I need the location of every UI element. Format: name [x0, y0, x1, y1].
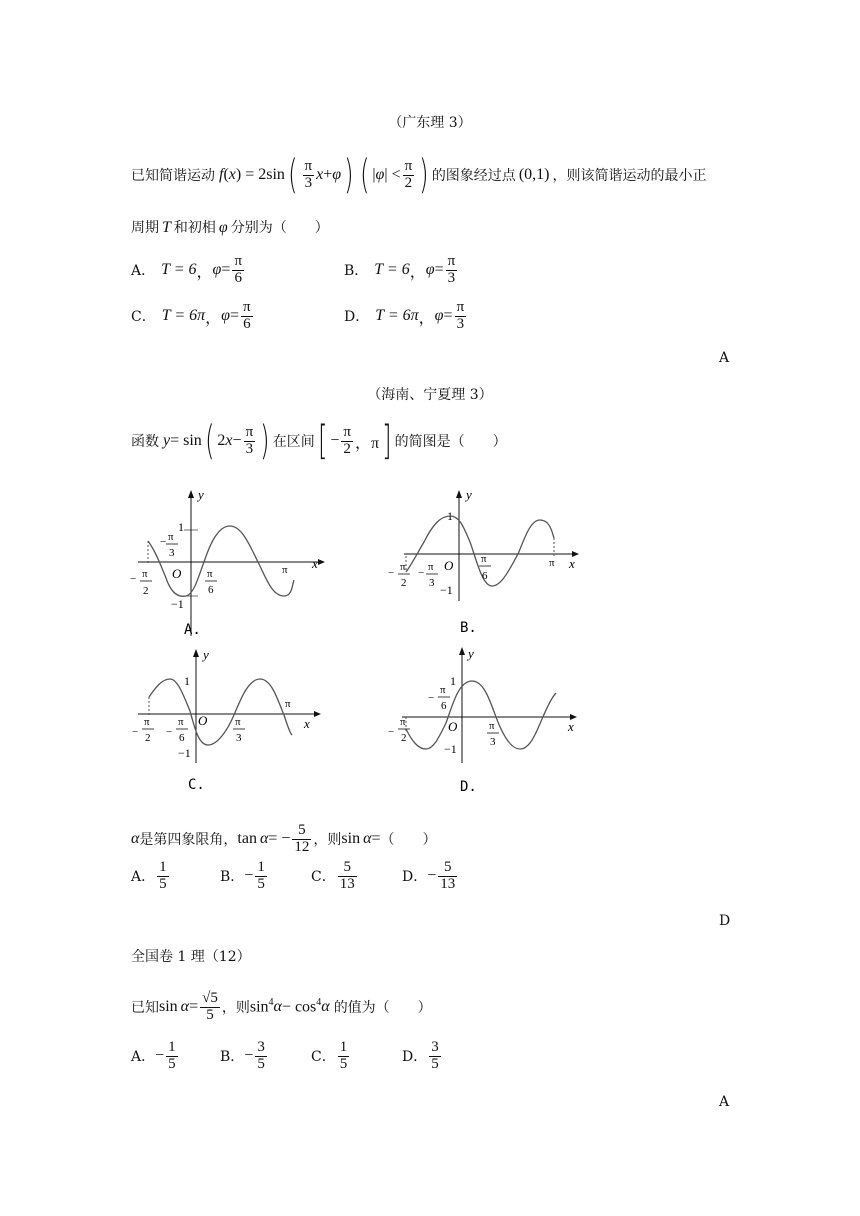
q4-stem-b: ，则 — [221, 1000, 250, 1016]
q3-option-a: A． $\frac{1}{5}$ — [131, 859, 167, 892]
svg-text:π: π — [481, 553, 487, 565]
q1-stem-c: ，则该简谐运动的最小正 — [552, 168, 707, 184]
svg-text:2: 2 — [143, 585, 149, 597]
svg-text:π: π — [144, 716, 150, 728]
graph-b — [384, 486, 584, 641]
svg-text:−: − — [166, 726, 173, 738]
svg-text:π: π — [178, 716, 184, 728]
q1-stem-line2-b: 和初相 — [173, 220, 216, 236]
svg-text:x: x — [569, 556, 575, 571]
svg-text:6: 6 — [482, 570, 488, 582]
svg-text:π: π — [168, 531, 174, 543]
q4-answer: A — [719, 1094, 730, 1110]
svg-text:−: − — [132, 726, 139, 738]
svg-text:−: − — [418, 567, 425, 579]
svg-text:π: π — [400, 716, 406, 728]
svg-text:π: π — [489, 720, 495, 732]
svg-text:1: 1 — [184, 674, 190, 688]
q2-source: （海南、宁夏理 3） — [367, 387, 493, 403]
svg-text:π: π — [142, 568, 148, 580]
q1-answer: A — [719, 350, 730, 366]
svg-text:−1: −1 — [178, 746, 191, 760]
graph-c — [128, 645, 328, 797]
svg-text:1: 1 — [450, 674, 456, 688]
svg-text:y: y — [468, 646, 474, 661]
q4-option-a: A． − $\frac{1}{5}$ — [131, 1039, 176, 1072]
q1-source: （广东理 3） — [388, 115, 472, 131]
svg-text:x: x — [568, 719, 574, 734]
q4-option-d: D． $\frac{3}{5}$ — [402, 1039, 439, 1072]
svg-text:π: π — [400, 561, 406, 573]
q1-stem-line1: 已知简谐运动 f ( x ) = 2sin ( $\frac{\pi}{3}$ x + φ ) ( | φ | < $\frac{\pi}{2}$ ) 的图象经过点 (0,1) ，则该简谐运动的最小正 — [131, 152, 707, 198]
q3-stem-c: （ ） — [380, 832, 437, 848]
q1-option-c: C． T = 6π ， φ = $\frac{\pi}{6}$ — [131, 299, 251, 332]
q3-option-c: C． $\frac{5}{13}$ — [311, 859, 355, 892]
svg-text:π: π — [207, 568, 213, 580]
q1-stem-line2-a: 周期 — [131, 220, 159, 236]
svg-text:3: 3 — [429, 577, 435, 589]
svg-text:O: O — [444, 558, 454, 573]
svg-text:−: − — [428, 692, 435, 704]
q4-stem-c: 的值为（ ） — [333, 1000, 432, 1016]
q2-stem-b: 在区间 — [272, 434, 315, 450]
q2-stem-c: 的简图是（ ） — [394, 434, 507, 450]
svg-text:π: π — [428, 561, 434, 573]
graph-a — [128, 486, 328, 641]
q3-option-d: D． − $\frac{5}{13}$ — [402, 859, 456, 892]
svg-text:3: 3 — [236, 732, 242, 744]
svg-text:1: 1 — [447, 509, 453, 523]
svg-text:y: y — [198, 487, 204, 502]
q1-option-b: B． T = 6 ， φ = $\frac{\pi}{3}$ — [344, 253, 456, 286]
svg-text:−1: −1 — [444, 742, 457, 756]
q4-option-b: B． − $\frac{3}{5}$ — [220, 1039, 265, 1072]
q4-stem-a: 已知 — [131, 1000, 159, 1016]
svg-text:y: y — [466, 487, 472, 502]
svg-text:x: x — [312, 556, 318, 571]
svg-text:3: 3 — [490, 736, 496, 748]
q4-stem: 已知 sin α = $\frac{√5}{5}$ ，则 $\sin^4$ α − $\cos^4$ α 的值为（ ） — [131, 989, 432, 1023]
svg-text:2: 2 — [401, 732, 407, 744]
q1-stem-a: 已知简谐运动 — [131, 168, 215, 184]
svg-text:π: π — [235, 716, 241, 728]
svg-text:2: 2 — [145, 732, 151, 744]
q3-stem-a: 是第四象限角， — [139, 832, 238, 848]
svg-text:π: π — [549, 557, 555, 569]
q3-stem: α 是第四象限角， tan α = − $\frac{5}{12}$ ，则 sin α = （ ） — [131, 821, 437, 855]
graph-d-caption: D. — [460, 779, 477, 795]
q1-option-d: D． T = 6π ， φ = $\frac{\pi}{3}$ — [344, 299, 465, 332]
q1-stem-line2: 周期 T 和初相 φ 分别为（ ） — [131, 219, 329, 236]
svg-text:6: 6 — [179, 732, 185, 744]
q1-stem-b: 的图象经过点 — [431, 168, 516, 184]
svg-text:O: O — [198, 713, 208, 728]
svg-text:−1: −1 — [440, 583, 453, 597]
q2-stem-a: 函数 — [131, 434, 159, 450]
svg-text:O: O — [172, 566, 182, 581]
svg-text:2: 2 — [401, 577, 407, 589]
graph-c-caption: C. — [188, 777, 205, 793]
q3-stem-b: ，则 — [313, 832, 342, 848]
q1-point: (0,1) — [518, 166, 550, 183]
q4-source: 全国卷 1 理（12） — [131, 949, 251, 965]
svg-text:3: 3 — [169, 547, 175, 559]
svg-text:6: 6 — [208, 584, 214, 596]
svg-text:π: π — [282, 564, 288, 576]
q1-stem-line2-c: 分别为（ ） — [230, 220, 329, 236]
svg-text:1: 1 — [178, 520, 184, 534]
svg-text:x: x — [304, 716, 310, 731]
svg-text:−: − — [388, 726, 395, 738]
svg-text:−: − — [130, 573, 137, 585]
svg-text:−: − — [160, 536, 167, 548]
svg-text:−: − — [388, 567, 395, 579]
graph-a-caption: A. — [184, 622, 201, 638]
q3-option-b: B． − $\frac{1}{5}$ — [220, 859, 265, 892]
svg-text:O: O — [448, 719, 458, 734]
q2-stem: 函数 y = sin ( 2 x − $\frac{\pi}{3}$ ) 在区间 [ − $\frac{\pi}{2}$ ，π ] 的简图是（ ） — [131, 418, 507, 464]
graph-b-caption: B. — [460, 620, 477, 636]
q4-option-c: C． $\frac{1}{5}$ — [311, 1039, 348, 1072]
svg-text:y: y — [203, 647, 209, 662]
q3-answer: D — [719, 913, 731, 929]
q1-option-a: A． T = 6 ， φ = $\frac{\pi}{6}$ — [131, 253, 243, 286]
svg-text:6: 6 — [441, 700, 447, 712]
svg-text:π: π — [285, 698, 291, 710]
svg-text:π: π — [440, 684, 446, 696]
graph-d — [384, 645, 584, 797]
svg-text:−1: −1 — [171, 597, 184, 611]
